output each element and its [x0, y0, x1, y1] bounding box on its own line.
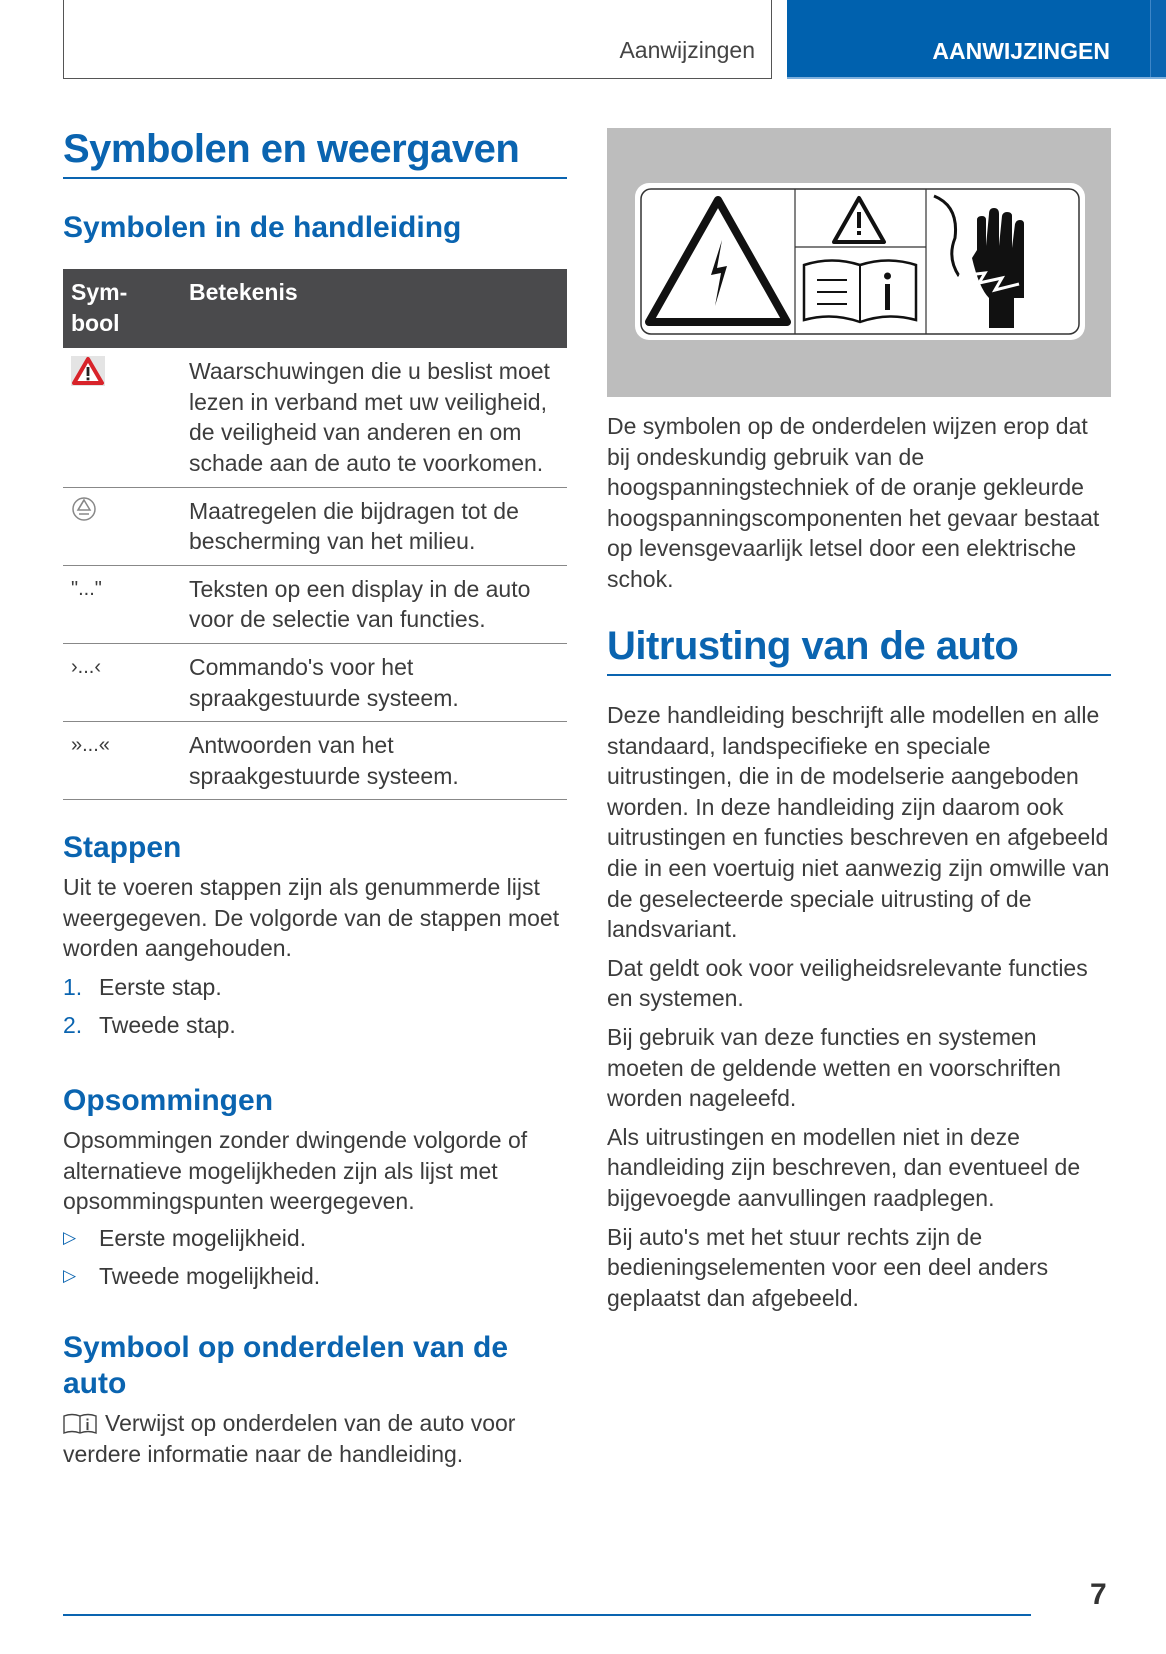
table-header-row [63, 269, 567, 348]
header-underline [787, 77, 1166, 79]
equipment-paragraph: Bij gebruik van deze functies en systemen moeten de geldende wetten en voorschriften worden nageleefd. [607, 1023, 1061, 1112]
equipment-paragraph: Dat geldt ook voor veiligheidsrelevante functies en systemen. [607, 954, 1088, 1012]
row-meaning: Commando's voor het spraakgestuurde systeem. [181, 643, 567, 721]
list-item: ▷ Tweede mogelijkheid. [63, 1261, 567, 1292]
footer-rule [63, 1614, 1031, 1616]
equipment-paragraph: Deze handleiding beschrijft alle modellen en alle standaard, landspecifieke en speciale uitrustingen, die in de modelserie aangeboden worden. In deze handleiding zijn daarom ook uitrustingen en functies beschreven en afgebeeld die in een voertuig niet aanwezig zijn omwille van de geselecteerde speciale uitrusting of de landsvariant. [607, 702, 1110, 943]
steps-text: Uit te voeren stappen zijn als genummerde lijst weergegeven. De volgorde van de stappen moet worden aangehouden. [63, 874, 560, 962]
lists-heading: Opsommingen [63, 1084, 274, 1117]
list-item: 1. Eerste stap. [63, 973, 222, 1000]
lists-text: Opsommingen zonder dwingende volgorde of alternatieve mogelijkheden zijn als lijst met opsommingspunten weergegeven. [63, 1127, 528, 1215]
equipment-rule [607, 674, 1111, 676]
equipment-body [607, 700, 1111, 1313]
steps-section [63, 830, 567, 1041]
image-caption: De symbolen op de onderdelen wijzen erop dat bij ondeskundig gebruik van de hoogspanningstechniek of de oranje gekleurde hoogspanningscomponenten het gevaar bestaat op levensgevaarlijk letsel door een elektrische schok. [607, 413, 1100, 592]
row-meaning: Maatregelen die bijdragen tot de bescherming van het milieu. [181, 487, 567, 565]
part-symbol-section [63, 1330, 567, 1469]
header-section-box [63, 0, 772, 79]
header-chapter-label: AANWIJZINGEN [932, 38, 1110, 64]
book-info-icon [63, 1413, 97, 1435]
table-row [63, 487, 567, 565]
row-symbol: "..." [63, 565, 181, 643]
table-row [63, 722, 567, 800]
row-meaning: Antwoorden van het spraakgestuurde systeem. [181, 722, 567, 800]
steps-heading: Stappen [63, 831, 182, 864]
list-item: 2. Tweede stap. [63, 1012, 236, 1039]
title-rule [63, 177, 567, 179]
header-section-label: Aanwijzingen [619, 37, 755, 63]
row-meaning: Waarschuwingen die u beslist moet lezen in verband met uw veiligheid, de veiligheid van anderen en om schade aan de auto te voorkomen. [181, 348, 567, 487]
col-meaning-header: Betekenis [181, 269, 567, 348]
high-voltage-warning-label-image [607, 128, 1111, 397]
triangle-bullet-icon: ▷ [63, 1266, 77, 1286]
triangle-bullet-icon: ▷ [63, 1227, 77, 1247]
header-chapter-tab [787, 0, 1150, 79]
table-row [63, 565, 567, 643]
equipment-paragraph: Bij auto's met het stuur rechts zijn de bedieningselementen voor een deel anders geplaatst dan afgebeeld. [607, 1223, 1049, 1311]
page-title: Symbolen en weergaven [63, 127, 520, 171]
equipment-paragraph: Als uitrustingen en modellen niet in deze handleiding zijn beschreven, dan eventueel de bijgevoegde aanvullingen raadplegen. [607, 1123, 1081, 1211]
part-symbol-text: Verwijst op onderdelen van de auto voor verdere informatie naar de handleiding. [63, 1410, 516, 1467]
row-symbol: ›...‹ [63, 643, 181, 721]
header-edge-strip [1150, 0, 1166, 79]
part-symbol-heading: Symbool op onderdelen van de auto [63, 1331, 509, 1400]
table-row [63, 348, 567, 487]
row-symbol: »...« [63, 722, 181, 800]
lists-section [63, 1083, 567, 1292]
page-number: 7 [1090, 1578, 1107, 1611]
list-item: ▷ Eerste mogelijkheid. [63, 1223, 567, 1254]
equipment-title-block [607, 622, 1111, 676]
page-title-block [63, 125, 567, 179]
col-symbol-header: Sym- bool [63, 269, 181, 348]
equipment-heading: Uitrusting van de auto [607, 624, 1019, 668]
row-meaning: Teksten op een display in de auto voor de selectie van functies. [181, 565, 567, 643]
table-row [63, 643, 567, 721]
manual-symbols-heading: Symbolen in de handleiding [63, 211, 462, 244]
recycling-icon [63, 487, 181, 565]
symbols-table [63, 269, 567, 800]
warning-triangle-icon [63, 348, 181, 487]
